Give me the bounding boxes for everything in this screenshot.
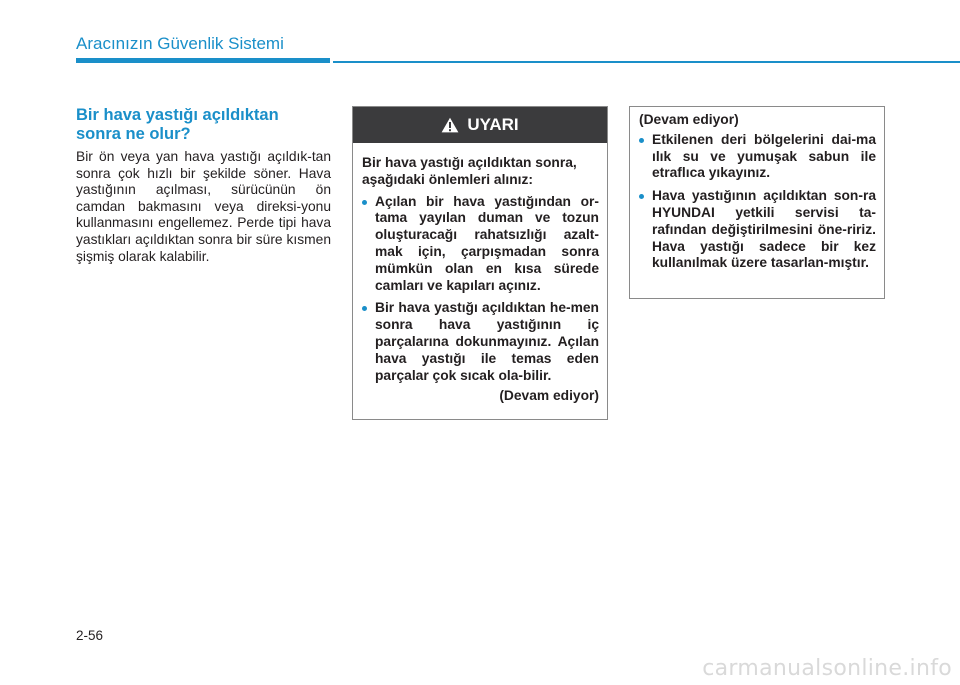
section-body-text: Bir ön veya yan hava yastığı açıldık-tan sonra çok hızlı bir şekilde söner. Hava yastığının açılması, sürücünün ön camdan bakmasını veya direksi-yonu kullanmasını engellemez. Perde tipi hava yastıkları açıldıktan sonra bir süre kısmen şişmiş olarak kalabilir. [76,149,331,264]
warning-list [362,194,599,385]
warning-header [353,107,607,143]
continued-item [639,188,876,272]
page-number: 2-56 [76,628,104,643]
section-title-line-2: sonra ne olur? [76,125,191,143]
bullet-dot-icon [639,138,644,143]
warning-box [352,106,608,420]
continued-note: (Devam ediyor) [499,388,599,404]
bullet-dot-icon [362,306,367,311]
warning-item-text: Bir hava yastığı açıldıktan he-men sonra hava yastığının iç parçalarına dokunmayınız. Açılan hava yastığı ile temas eden parçalar çok sıcak ola-bilir. [375,300,599,383]
header-bar-line [333,61,960,63]
continued-item [639,132,876,182]
continued-box [629,106,885,299]
continued-body [630,107,884,272]
continued-item-text: Hava yastığının açıldıktan son-ra HYUNDAI yetkili servisi ta-rafından değiştirilmesini öne-ririz. Hava yastığı sadece bir kez kullanılmak üzere tasarlan-mıştır. [652,188,876,271]
section-header-title: Aracınızın Güvenlik Sistemi [76,34,284,53]
warning-item [362,194,599,295]
section-title [76,106,336,144]
continued-list [639,132,876,272]
header-bar-accent [76,58,330,63]
watermark: carmanualsonline.info [702,656,952,681]
continued-item-text: Etkilenen deri bölgelerini dai-ma ılık su ve yumuşak sabun ile etraflıca yıkayınız. [652,131,876,181]
warning-triangle-icon [441,117,459,133]
section-title-line-1: Bir hava yastığı açıldıktan [76,106,279,124]
warning-body [353,143,607,405]
warning-label: UYARI [467,114,519,134]
continued-label: (Devam ediyor) [639,112,739,127]
bullet-dot-icon [362,200,367,205]
warning-item [362,300,599,384]
warning-intro: Bir hava yastığı açıldıktan sonra, aşağıdaki önlemleri alınız: [362,155,577,187]
bullet-dot-icon [639,194,644,199]
warning-item-text: Açılan bir hava yastığından or-tama yayılan duman ve tozun oluşturacağı rahatsızlığı azalt-mak için, çarpışmadan sonra mümkün olan en kısa sürede camları ve kapıları açınız. [375,193,599,293]
